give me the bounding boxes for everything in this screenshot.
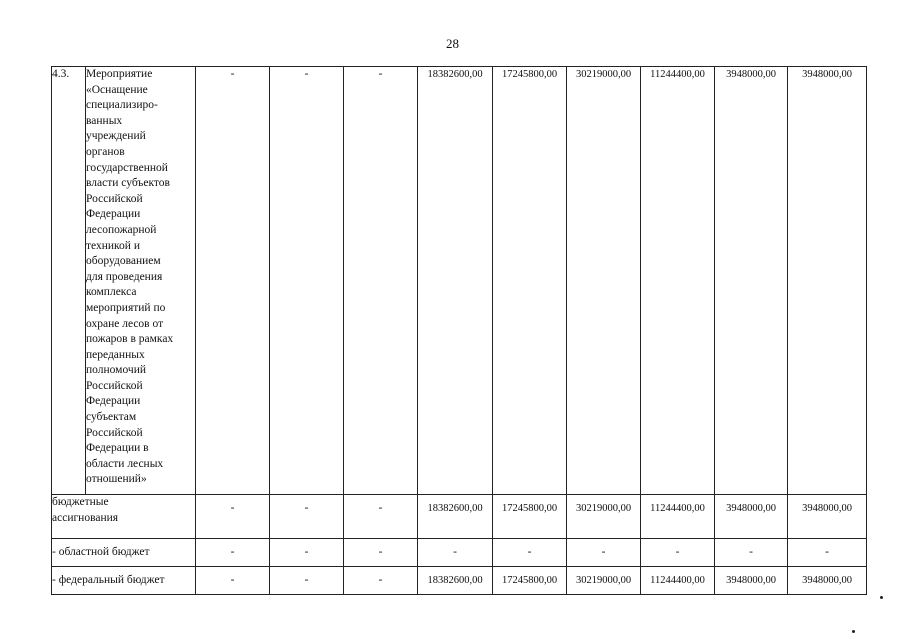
desc-line: пожаров в рамках	[86, 333, 174, 346]
desc-line: полномочий	[86, 364, 146, 377]
value-cell: 18382600,00	[418, 67, 493, 495]
value-cell: 11244400,00	[641, 567, 715, 595]
value-cell: -	[493, 539, 567, 567]
value-cell: -	[344, 67, 418, 495]
desc-line: Мероприятие	[86, 68, 153, 80]
desc-line: Российской	[86, 379, 143, 392]
desc-line: Федерации	[86, 208, 141, 221]
value-cell: -	[196, 567, 270, 595]
value-cell: -	[270, 67, 344, 495]
scan-speck	[880, 596, 883, 599]
value-cell: -	[196, 539, 270, 567]
label-line: ассигнования	[52, 511, 119, 524]
item-number: 4.3.	[52, 67, 86, 495]
value-cell: 11244400,00	[641, 495, 715, 539]
table-row-budget-allocations	[52, 495, 867, 539]
desc-line: «Оснащение	[86, 83, 148, 96]
value-cell: -	[344, 567, 418, 595]
desc-line: Федерации в	[86, 442, 149, 455]
value-cell: -	[270, 539, 344, 567]
value-cell: 3948000,00	[715, 567, 788, 595]
desc-line: специализиро-	[86, 99, 158, 112]
value-cell: -	[344, 495, 418, 539]
row-label-budget-allocations	[52, 495, 196, 539]
label-line: бюджетные	[52, 496, 109, 508]
desc-line: Российской	[86, 426, 143, 439]
value-cell: -	[418, 539, 493, 567]
value-cell: 30219000,00	[567, 495, 641, 539]
scan-speck	[852, 630, 855, 633]
table-row-regional-budget	[52, 539, 867, 567]
desc-line: органов	[86, 145, 125, 158]
value-cell: 3948000,00	[788, 567, 867, 595]
page-number: 28	[446, 36, 459, 51]
table-row-measure-4-3	[52, 67, 867, 495]
desc-line: государственной	[86, 161, 168, 174]
value-cell: -	[270, 567, 344, 595]
value-cell: 3948000,00	[788, 495, 867, 539]
row-label-federal-budget: - федеральный бюджет	[52, 567, 196, 595]
desc-line: субъектам	[86, 411, 137, 424]
value-cell: 18382600,00	[418, 567, 493, 595]
desc-line: учреждений	[86, 130, 146, 143]
value-cell: 3948000,00	[715, 67, 788, 495]
value-cell: -	[196, 495, 270, 539]
desc-line: Российской	[86, 192, 143, 205]
table-row-federal-budget	[52, 567, 867, 595]
value-cell: 3948000,00	[788, 67, 867, 495]
measure-description	[86, 67, 196, 495]
budget-table	[51, 66, 867, 595]
value-cell: -	[270, 495, 344, 539]
value-cell: 11244400,00	[641, 67, 715, 495]
desc-line: охране лесов от	[86, 317, 164, 330]
value-cell: 30219000,00	[567, 567, 641, 595]
desc-line: лесопожарной	[86, 223, 157, 236]
value-cell: 17245800,00	[493, 567, 567, 595]
row-label-regional-budget: - областной бюджет	[52, 539, 196, 567]
value-cell: 17245800,00	[493, 67, 567, 495]
desc-line: отношений»	[86, 473, 147, 486]
desc-line: техникой и	[86, 239, 140, 252]
desc-line: оборудованием	[86, 255, 161, 268]
desc-line: комплекса	[86, 286, 137, 299]
value-cell: -	[641, 539, 715, 567]
value-cell: -	[344, 539, 418, 567]
value-cell: -	[196, 67, 270, 495]
desc-line: Федерации	[86, 395, 141, 408]
value-cell: 18382600,00	[418, 495, 493, 539]
desc-line: ванных	[86, 114, 123, 127]
desc-line: области лесных	[86, 457, 164, 470]
value-cell: 3948000,00	[715, 495, 788, 539]
value-cell: -	[567, 539, 641, 567]
value-cell: -	[788, 539, 867, 567]
value-cell: -	[715, 539, 788, 567]
desc-line: для проведения	[86, 270, 163, 283]
value-cell: 17245800,00	[493, 495, 567, 539]
desc-line: переданных	[86, 348, 145, 361]
value-cell: 30219000,00	[567, 67, 641, 495]
desc-line: власти субъектов	[86, 177, 170, 190]
desc-line: мероприятий по	[86, 301, 166, 314]
